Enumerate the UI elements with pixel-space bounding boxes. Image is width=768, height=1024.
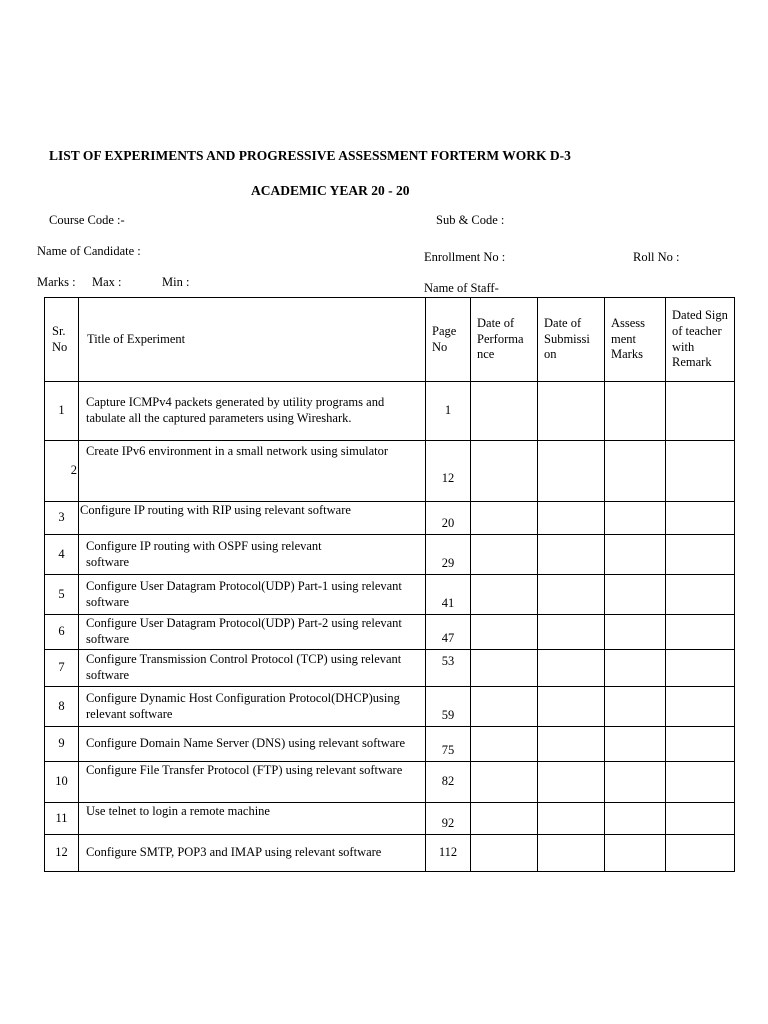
row-date-submission	[538, 727, 605, 762]
row-dated-sign	[666, 762, 735, 803]
row-sr-no: 6	[45, 615, 79, 650]
row-date-performance	[471, 382, 538, 441]
row-title: Configure Domain Name Server (DNS) using relevant software	[79, 727, 426, 762]
row-date-submission	[538, 575, 605, 615]
header-date-submission: Date of Submissi on	[538, 298, 605, 382]
row-date-performance	[471, 441, 538, 502]
table-header-row	[45, 298, 735, 382]
row-date-performance	[471, 727, 538, 762]
row-assessment-marks	[605, 835, 666, 872]
row-dated-sign	[666, 615, 735, 650]
row-date-submission	[538, 535, 605, 575]
row-assessment-marks	[605, 535, 666, 575]
row-sr-no: 7	[45, 650, 79, 687]
row-title: Configure User Datagram Protocol(UDP) Part-2 using relevant software	[79, 615, 426, 650]
row-sr-no: 3	[45, 502, 79, 535]
header-assessment-marks: Assess ment Marks	[605, 298, 666, 382]
marks-label: Marks :	[37, 275, 76, 289]
academic-year: ACADEMIC YEAR 20 - 20	[251, 183, 410, 198]
row-page-no: 75	[426, 727, 471, 762]
row-title-text: Configure SMTP, POP3 and IMAP using relevant software	[86, 845, 382, 860]
row-date-performance	[471, 835, 538, 872]
row-dated-sign	[666, 687, 735, 727]
row-page-no: 29	[426, 535, 471, 575]
row-page-no: 112	[426, 835, 471, 872]
row-sr-no: 4	[45, 535, 79, 575]
row-assessment-marks	[605, 382, 666, 441]
row-date-submission	[538, 650, 605, 687]
row-assessment-marks	[605, 575, 666, 615]
row-sr-no: 2	[45, 441, 79, 502]
header-date-performance: Date of Performa nce	[471, 298, 538, 382]
row-date-performance	[471, 762, 538, 803]
row-page-no: 92	[426, 803, 471, 835]
table-row	[45, 502, 735, 535]
row-date-performance	[471, 650, 538, 687]
row-dated-sign	[666, 382, 735, 441]
row-date-submission	[538, 803, 605, 835]
row-dated-sign	[666, 441, 735, 502]
row-dated-sign	[666, 502, 735, 535]
table-row	[45, 382, 735, 441]
staff-name-label: Name of Staff-	[424, 281, 499, 295]
row-assessment-marks	[605, 441, 666, 502]
row-date-submission	[538, 615, 605, 650]
row-assessment-marks	[605, 727, 666, 762]
row-assessment-marks	[605, 615, 666, 650]
header-page-no: Page No	[426, 298, 471, 382]
experiments-table	[44, 297, 735, 872]
row-page-no: 12	[426, 441, 471, 502]
row-title: Configure IP routing with RIP using relevant software	[79, 502, 426, 535]
row-sr-no: 11	[45, 803, 79, 835]
row-title: Create IPv6 environment in a small network using simulator	[79, 441, 426, 502]
header-title: Title of Experiment	[79, 298, 426, 382]
row-title: Capture ICMPv4 packets generated by utility programs and tabulate all the captured parameters using Wireshark.	[79, 382, 426, 441]
row-title	[79, 535, 426, 575]
marks-max-label: Max :	[92, 275, 122, 289]
row-date-submission	[538, 835, 605, 872]
row-dated-sign	[666, 803, 735, 835]
table-row	[45, 535, 735, 575]
row-date-submission	[538, 441, 605, 502]
enrollment-no-label: Enrollment No :	[424, 250, 506, 264]
row-title-text: Configure IP routing with OSPF using relevant software	[86, 538, 322, 569]
course-code-label: Course Code :-	[49, 213, 125, 227]
row-date-performance	[471, 803, 538, 835]
table-row	[45, 687, 735, 727]
table-row	[45, 762, 735, 803]
row-page-no: 59	[426, 687, 471, 727]
row-page-no: 82	[426, 762, 471, 803]
row-title: Configure User Datagram Protocol(UDP) Part-1 using relevant software	[79, 575, 426, 615]
row-title: Configure File Transfer Protocol (FTP) using relevant software	[79, 762, 426, 803]
row-date-submission	[538, 502, 605, 535]
row-page-no: 41	[426, 575, 471, 615]
row-assessment-marks	[605, 803, 666, 835]
row-title: Configure Transmission Control Protocol (TCP) using relevant software	[79, 650, 426, 687]
row-sr-no: 10	[45, 762, 79, 803]
row-date-performance	[471, 535, 538, 575]
row-sr-no: 8	[45, 687, 79, 727]
row-date-performance	[471, 575, 538, 615]
marks-min-label: Min :	[162, 275, 190, 289]
table-row	[45, 650, 735, 687]
row-page-no: 53	[426, 650, 471, 687]
table-row	[45, 441, 735, 502]
row-sr-no: 1	[45, 382, 79, 441]
table-row	[45, 575, 735, 615]
candidate-name-label: Name of Candidate :	[37, 244, 141, 258]
table-row	[45, 803, 735, 835]
table-row	[45, 727, 735, 762]
row-assessment-marks	[605, 687, 666, 727]
row-date-performance	[471, 502, 538, 535]
sub-code-label: Sub & Code :	[436, 213, 505, 227]
row-date-submission	[538, 687, 605, 727]
row-sr-no: 12	[45, 835, 79, 872]
document-title: LIST OF EXPERIMENTS AND PROGRESSIVE ASSESSMENT FORTERM WORK D-3	[49, 148, 571, 163]
row-dated-sign	[666, 727, 735, 762]
row-dated-sign	[666, 650, 735, 687]
row-date-performance	[471, 687, 538, 727]
header-sr-no: Sr. No	[45, 298, 79, 382]
row-title: Use telnet to login a remote machine	[79, 803, 426, 835]
roll-no-label: Roll No :	[633, 250, 680, 264]
row-assessment-marks	[605, 762, 666, 803]
table-row	[45, 835, 735, 872]
row-page-no: 47	[426, 615, 471, 650]
header-dated-sign: Dated Sign of teacher with Remark	[666, 298, 735, 382]
row-page-no: 20	[426, 502, 471, 535]
row-dated-sign	[666, 575, 735, 615]
table-row	[45, 615, 735, 650]
row-date-submission	[538, 762, 605, 803]
row-assessment-marks	[605, 502, 666, 535]
row-title: Configure Dynamic Host Configuration Protocol(DHCP)using relevant software	[79, 687, 426, 727]
row-sr-no: 9	[45, 727, 79, 762]
row-date-performance	[471, 615, 538, 650]
row-sr-no: 5	[45, 575, 79, 615]
row-assessment-marks	[605, 650, 666, 687]
row-page-no: 1	[426, 382, 471, 441]
row-title	[79, 835, 426, 872]
row-dated-sign	[666, 835, 735, 872]
row-dated-sign	[666, 535, 735, 575]
row-date-submission	[538, 382, 605, 441]
